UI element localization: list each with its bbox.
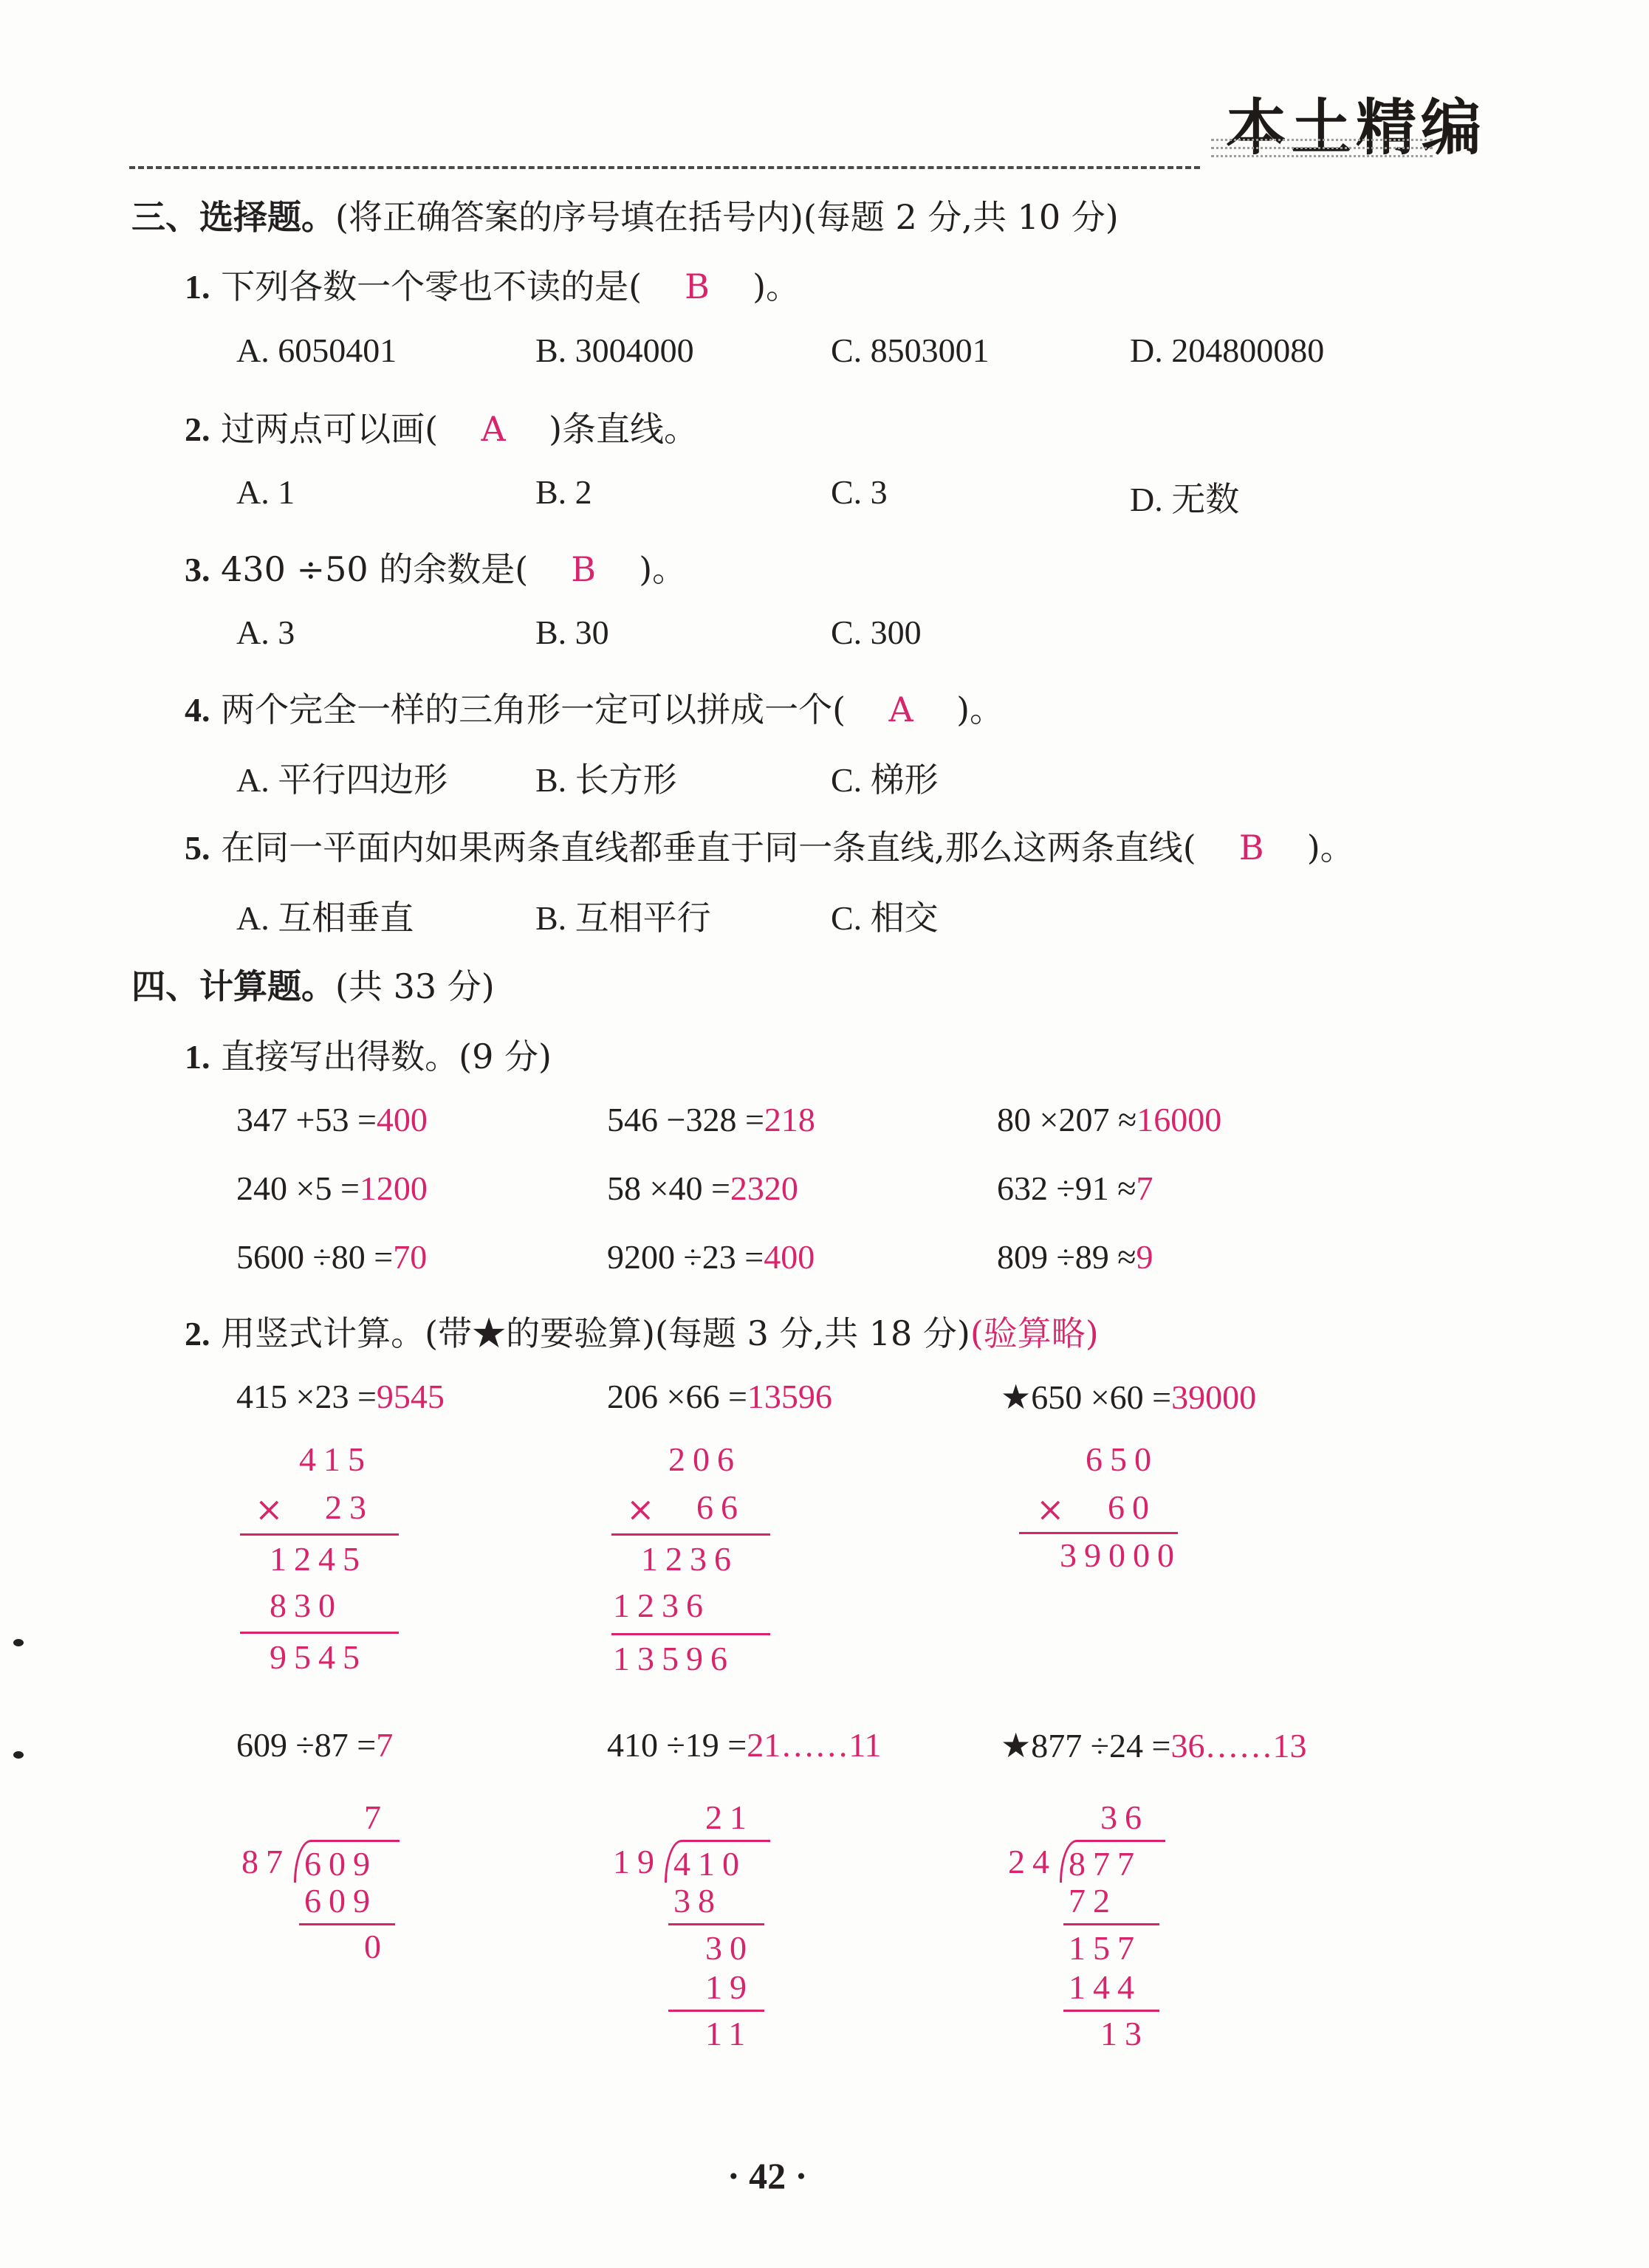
calc-expr: ★650 ×60 = bbox=[1001, 1378, 1172, 1416]
mult-top: 206 bbox=[668, 1440, 741, 1478]
part-label: 直接写出得数。(9 分) bbox=[221, 1037, 552, 1076]
mult-multiplier: 23 bbox=[325, 1488, 374, 1526]
calc-answer: 36……13 bbox=[1170, 1727, 1307, 1764]
option: C. 梯形 bbox=[831, 761, 939, 799]
answer: B bbox=[1238, 828, 1264, 867]
question-4 bbox=[185, 683, 1004, 732]
quotient: 7 bbox=[364, 1798, 388, 1836]
option: A. 3 bbox=[236, 614, 295, 651]
division-step: 13 bbox=[1100, 2015, 1149, 2052]
calc-answer: 9545 bbox=[376, 1378, 445, 1415]
calc-answer: 2320 bbox=[730, 1169, 798, 1207]
question-close: )。 bbox=[956, 690, 1004, 729]
partial-product: 830 bbox=[270, 1587, 343, 1624]
mult-problem bbox=[236, 1377, 445, 1416]
part-note: (验算略) bbox=[970, 1313, 1099, 1353]
calc-expr: 58 ×40 = bbox=[607, 1169, 730, 1207]
option: C. 相交 bbox=[831, 899, 939, 937]
calc-item bbox=[607, 1169, 798, 1208]
part2-heading bbox=[185, 1307, 1099, 1355]
option: C. 300 bbox=[831, 614, 922, 651]
calc-item bbox=[236, 1100, 428, 1139]
question-close: )。 bbox=[752, 267, 800, 306]
division-line bbox=[1063, 1923, 1159, 1925]
division-line bbox=[668, 1923, 764, 1925]
calc-answer: 1200 bbox=[359, 1169, 428, 1207]
answer: B bbox=[685, 267, 710, 306]
division-step: 38 bbox=[673, 1882, 722, 1920]
calc-expr: 347 +53 = bbox=[236, 1101, 377, 1138]
divisor: 24 bbox=[1008, 1843, 1057, 1880]
division-step: 30 bbox=[705, 1929, 754, 1967]
times-sign: × bbox=[626, 1489, 655, 1529]
calc-item bbox=[997, 1169, 1153, 1208]
question-stem: 过两点可以画( bbox=[221, 409, 439, 449]
quotient: 36 bbox=[1100, 1798, 1149, 1836]
division-line bbox=[668, 2010, 764, 2012]
mult-top: 650 bbox=[1086, 1440, 1159, 1478]
calc-expr: 5600 ÷80 = bbox=[236, 1238, 394, 1276]
calc-expr: 9200 ÷23 = bbox=[607, 1238, 764, 1276]
option: B. 2 bbox=[535, 473, 592, 511]
times-sign: × bbox=[1036, 1489, 1065, 1529]
option: B. 长方形 bbox=[535, 761, 677, 799]
calc-answer: 39000 bbox=[1171, 1378, 1257, 1416]
calc-expr: 415 ×23 = bbox=[236, 1378, 377, 1415]
mult-multiplier: 66 bbox=[696, 1488, 745, 1526]
section4-heading bbox=[131, 960, 495, 1008]
mult-problem bbox=[1001, 1377, 1256, 1417]
calc-answer: 400 bbox=[376, 1101, 428, 1138]
part-label: 用竖式计算。(带★的要验算)(每题 3 分,共 18 分) bbox=[221, 1313, 970, 1353]
division-step: 0 bbox=[364, 1928, 388, 1965]
section3-instruction: (将正确答案的序号填在括号内)(每题 2 分,共 10 分) bbox=[335, 197, 1119, 237]
mult-line bbox=[1019, 1532, 1178, 1534]
calc-answer: 13596 bbox=[747, 1378, 832, 1415]
calc-answer: 7 bbox=[376, 1726, 394, 1764]
section3-title: 三、选择题。 bbox=[131, 197, 335, 237]
question-1 bbox=[185, 260, 800, 309]
calc-expr: 546 −328 = bbox=[607, 1101, 764, 1138]
calc-expr: 410 ÷19 = bbox=[607, 1726, 747, 1764]
calc-expr: 206 ×66 = bbox=[607, 1378, 747, 1415]
quotient: 21 bbox=[705, 1798, 754, 1836]
calc-item bbox=[607, 1237, 815, 1276]
division-line bbox=[1063, 2010, 1159, 2012]
option: A. 6050401 bbox=[236, 331, 397, 369]
part-number: 2. bbox=[185, 1315, 210, 1353]
dividend: 410 bbox=[673, 1845, 747, 1883]
dividend: 877 bbox=[1069, 1845, 1142, 1883]
option: A. 平行四边形 bbox=[236, 761, 448, 799]
question-stem: 下列各数一个零也不读的是( bbox=[221, 267, 642, 306]
mult-result: 9545 bbox=[270, 1638, 367, 1676]
option: B. 3004000 bbox=[535, 331, 694, 369]
div-problem bbox=[236, 1725, 393, 1764]
question-number: 3. bbox=[185, 551, 210, 588]
option: B. 互相平行 bbox=[535, 899, 711, 937]
option: A. 1 bbox=[236, 473, 295, 511]
mult-result: 13596 bbox=[613, 1640, 735, 1677]
calc-item bbox=[236, 1237, 427, 1276]
answer: A bbox=[888, 690, 913, 729]
option: B. 30 bbox=[535, 614, 609, 651]
calc-expr: 80 ×207 ≈ bbox=[997, 1101, 1137, 1138]
brand-logo: 本土精编 bbox=[1226, 92, 1487, 163]
option: D. 无数 bbox=[1130, 481, 1240, 518]
division-step: 19 bbox=[705, 1968, 754, 2006]
question-stem: 两个完全一样的三角形一定可以拼成一个( bbox=[221, 690, 846, 729]
calc-answer: 16000 bbox=[1137, 1101, 1222, 1138]
answer: A bbox=[481, 409, 506, 449]
calc-expr: ★877 ÷24 = bbox=[1001, 1727, 1171, 1764]
partial-product: 1236 bbox=[641, 1540, 738, 1578]
div-problem bbox=[1001, 1725, 1306, 1765]
divisor: 19 bbox=[613, 1843, 662, 1880]
divisor: 87 bbox=[241, 1843, 290, 1880]
question-close: )条直线。 bbox=[549, 409, 699, 449]
calc-item bbox=[997, 1237, 1153, 1276]
mult-line bbox=[240, 1533, 399, 1536]
calc-item bbox=[607, 1100, 815, 1139]
option: C. 3 bbox=[831, 473, 888, 511]
calc-answer: 400 bbox=[764, 1238, 815, 1276]
section4-title: 四、计算题。 bbox=[131, 966, 335, 1006]
div-problem bbox=[607, 1725, 882, 1764]
binding-mark bbox=[13, 1751, 24, 1759]
question-number: 2. bbox=[185, 410, 210, 448]
mult-problem bbox=[607, 1377, 832, 1416]
logo-decoration bbox=[1211, 139, 1433, 168]
division-step: 157 bbox=[1069, 1929, 1142, 1967]
division-step: 609 bbox=[304, 1882, 377, 1920]
dividend: 609 bbox=[304, 1845, 377, 1883]
question-close: )。 bbox=[1306, 828, 1354, 867]
calc-expr: 609 ÷87 = bbox=[236, 1726, 377, 1764]
calc-expr: 632 ÷91 ≈ bbox=[997, 1169, 1137, 1207]
answer: B bbox=[571, 549, 597, 589]
calc-answer: 218 bbox=[764, 1101, 815, 1138]
calc-answer: 70 bbox=[393, 1238, 428, 1276]
mult-line bbox=[240, 1632, 399, 1634]
binding-mark bbox=[13, 1639, 24, 1646]
question-stem: 在同一平面内如果两条直线都垂直于同一条直线,那么这两条直线( bbox=[221, 828, 1196, 867]
mult-line bbox=[611, 1633, 770, 1635]
part-number: 1. bbox=[185, 1038, 210, 1076]
calc-item bbox=[236, 1169, 428, 1208]
option: C. 8503001 bbox=[831, 331, 990, 369]
header-divider bbox=[129, 166, 1200, 169]
mult-result: 39000 bbox=[1060, 1536, 1182, 1574]
calc-item bbox=[997, 1100, 1221, 1139]
section4-instruction: (共 33 分) bbox=[335, 966, 495, 1006]
section3-heading bbox=[131, 190, 1119, 239]
question-2 bbox=[185, 402, 698, 451]
question-3 bbox=[185, 543, 686, 591]
mult-line bbox=[611, 1533, 770, 1536]
calc-answer: 21……11 bbox=[747, 1726, 882, 1764]
option: A. 互相垂直 bbox=[236, 899, 414, 937]
question-number: 5. bbox=[185, 829, 210, 867]
calc-expr: 809 ÷89 ≈ bbox=[997, 1238, 1137, 1276]
calc-answer: 9 bbox=[1136, 1238, 1153, 1276]
question-number: 1. bbox=[185, 268, 210, 306]
division-line bbox=[299, 1923, 395, 1925]
question-number: 4. bbox=[185, 691, 210, 729]
times-sign: × bbox=[255, 1489, 284, 1529]
calc-answer: 7 bbox=[1136, 1169, 1153, 1207]
mult-top: 415 bbox=[299, 1440, 372, 1478]
part1-heading bbox=[185, 1030, 552, 1079]
mult-multiplier: 60 bbox=[1108, 1488, 1156, 1526]
division-step: 144 bbox=[1069, 1968, 1142, 2006]
page-number: · 42 · bbox=[727, 2155, 808, 2196]
question-stem: 430 ÷50 的余数是( bbox=[221, 549, 529, 589]
partial-product: 1236 bbox=[613, 1587, 710, 1624]
question-5 bbox=[185, 821, 1354, 870]
partial-product: 1245 bbox=[270, 1540, 367, 1578]
division-step: 11 bbox=[705, 2015, 753, 2052]
question-close: )。 bbox=[639, 549, 687, 589]
division-step: 72 bbox=[1069, 1882, 1117, 1920]
option: D. 204800080 bbox=[1130, 331, 1325, 369]
calc-expr: 240 ×5 = bbox=[236, 1169, 360, 1207]
